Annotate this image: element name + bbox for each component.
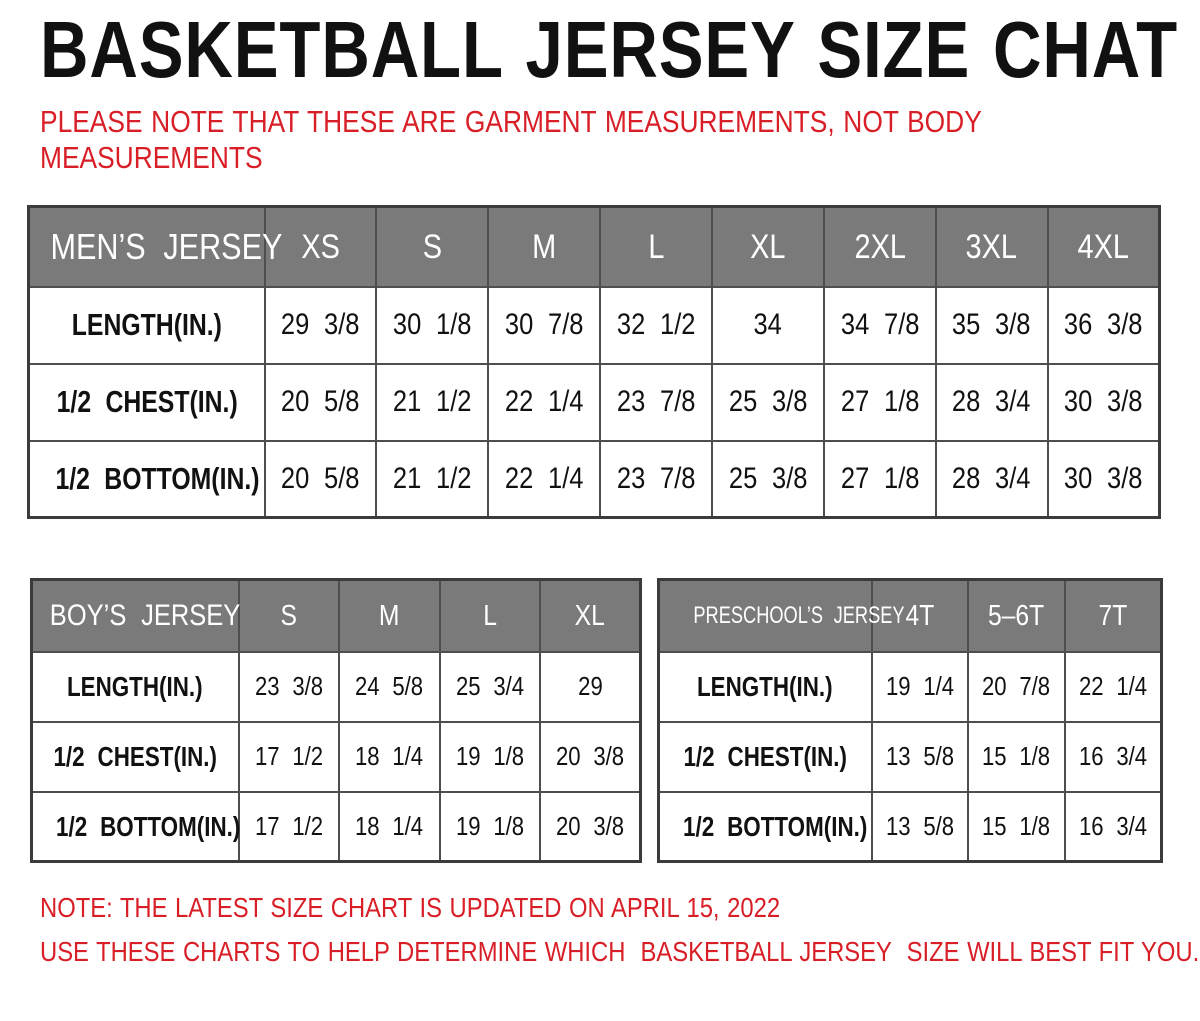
measurement-row	[29, 364, 1160, 441]
size-header-cell: S	[239, 580, 340, 652]
value-cell: 20 5/8	[265, 364, 377, 441]
garment-measurements-note-line2: MEASUREMENTS	[40, 139, 263, 175]
value-cell: 30 3/8	[1048, 441, 1160, 518]
value-cell: 28 3/4	[936, 441, 1048, 518]
value-cell: 20 5/8	[265, 441, 377, 518]
page-title-text: BASKETBALL JERSEY SIZE CHAT	[40, 5, 1178, 94]
size-header-cell: XL	[712, 207, 824, 287]
value-cell: 30 1/8	[376, 287, 488, 364]
row-label-cell: LENGTH(IN.)	[659, 652, 872, 722]
measurement-row	[29, 441, 1160, 518]
size-header-cell: S	[376, 207, 488, 287]
value-cell: 13 5/8	[872, 722, 969, 792]
usage-note: USE THESE CHARTS TO HELP DETERMINE WHICH BASKETBALL JERSEY SIZE WILL BEST FIT YOU.	[40, 935, 1200, 967]
value-cell: 27 1/8	[824, 364, 936, 441]
page-title	[40, 5, 1200, 94]
header-row	[32, 580, 641, 652]
value-cell: 21 1/2	[376, 441, 488, 518]
row-label-cell: 1/2 BOTTOM(IN.)	[659, 792, 872, 862]
value-cell: 28 3/4	[936, 364, 1048, 441]
value-cell: 15 1/8	[968, 722, 1065, 792]
measurement-row	[659, 722, 1162, 792]
table-title-cell: MEN’S JERSEY	[29, 207, 265, 287]
mens-jersey-size-table	[27, 205, 1161, 519]
value-cell: 15 1/8	[968, 792, 1065, 862]
size-header-cell: M	[488, 207, 600, 287]
measurement-row	[32, 652, 641, 722]
lower-tables-row	[30, 578, 1200, 863]
measurement-row	[29, 287, 1160, 364]
size-header-cell: 3XL	[936, 207, 1048, 287]
value-cell: 16 3/4	[1065, 722, 1162, 792]
row-label-cell: LENGTH(IN.)	[29, 287, 265, 364]
table-title-cell: BOY’S JERSEY	[32, 580, 239, 652]
measurement-row	[659, 792, 1162, 862]
measurement-row	[32, 722, 641, 792]
value-cell: 17 1/2	[239, 722, 340, 792]
value-cell: 35 3/8	[936, 287, 1048, 364]
size-header-cell: L	[600, 207, 712, 287]
size-header-cell: M	[339, 580, 440, 652]
row-label-cell: 1/2 CHEST(IN.)	[32, 722, 239, 792]
value-cell: 19 1/8	[440, 722, 541, 792]
value-cell: 30 7/8	[488, 287, 600, 364]
value-cell: 22 1/4	[488, 364, 600, 441]
measurement-row	[32, 792, 641, 862]
value-cell: 13 5/8	[872, 792, 969, 862]
value-cell: 34 7/8	[824, 287, 936, 364]
value-cell: 16 3/4	[1065, 792, 1162, 862]
value-cell: 27 1/8	[824, 441, 936, 518]
measurement-row	[659, 652, 1162, 722]
value-cell: 29 3/8	[265, 287, 377, 364]
value-cell: 23 7/8	[600, 441, 712, 518]
value-cell: 24 5/8	[339, 652, 440, 722]
header-row	[29, 207, 1160, 287]
header-row	[659, 580, 1162, 652]
value-cell: 20 3/8	[540, 792, 641, 862]
update-date-note: NOTE: THE LATEST SIZE CHART IS UPDATED ON APRIL 15, 2022	[40, 892, 781, 924]
value-cell: 22 1/4	[488, 441, 600, 518]
garment-measurements-note-line1: PLEASE NOTE THAT THESE ARE GARMENT MEASUREMENTS, NOT BODY	[40, 104, 982, 139]
value-cell: 17 1/2	[239, 792, 340, 862]
size-header-cell: L	[440, 580, 541, 652]
size-header-cell: XL	[540, 580, 641, 652]
value-cell: 23 3/8	[239, 652, 340, 722]
value-cell: 19 1/8	[440, 792, 541, 862]
value-cell: 36 3/8	[1048, 287, 1160, 364]
row-label-cell: 1/2 BOTTOM(IN.)	[29, 441, 265, 518]
value-cell: 18 1/4	[339, 722, 440, 792]
value-cell: 32 1/2	[600, 287, 712, 364]
size-header-cell: 4T	[872, 580, 969, 652]
row-label-cell: LENGTH(IN.)	[32, 652, 239, 722]
row-label-cell: 1/2 BOTTOM(IN.)	[32, 792, 239, 862]
value-cell: 23 7/8	[600, 364, 712, 441]
value-cell: 25 3/8	[712, 364, 824, 441]
size-header-cell: 4XL	[1048, 207, 1160, 287]
size-header-cell: 7T	[1065, 580, 1162, 652]
value-cell: 34	[712, 287, 824, 364]
value-cell: 18 1/4	[339, 792, 440, 862]
table-title-cell: PRESCHOOL’S JERSEY	[659, 580, 872, 652]
value-cell: 21 1/2	[376, 364, 488, 441]
value-cell: 25 3/8	[712, 441, 824, 518]
size-header-cell: XS	[265, 207, 377, 287]
size-header-cell: 2XL	[824, 207, 936, 287]
preschools-jersey-size-table	[657, 578, 1163, 863]
size-header-cell: 5–6T	[968, 580, 1065, 652]
value-cell: 30 3/8	[1048, 364, 1160, 441]
row-label-cell: 1/2 CHEST(IN.)	[659, 722, 872, 792]
row-label-cell: 1/2 CHEST(IN.)	[29, 364, 265, 441]
value-cell: 22 1/4	[1065, 652, 1162, 722]
value-cell: 29	[540, 652, 641, 722]
value-cell: 25 3/4	[440, 652, 541, 722]
value-cell: 19 1/4	[872, 652, 969, 722]
value-cell: 20 7/8	[968, 652, 1065, 722]
value-cell: 20 3/8	[540, 722, 641, 792]
garment-measurements-note	[40, 104, 1200, 175]
boys-jersey-size-table	[30, 578, 642, 863]
